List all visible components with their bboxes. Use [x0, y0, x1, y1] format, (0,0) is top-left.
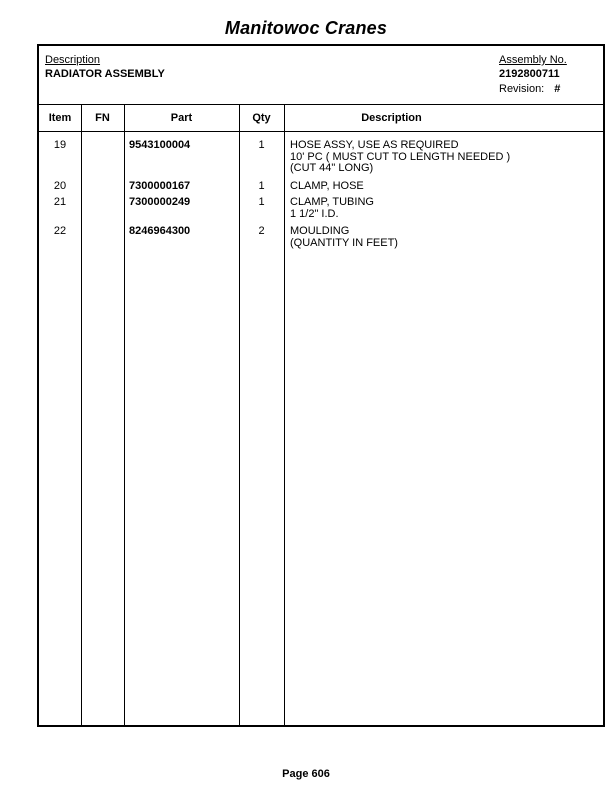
row-description-line: (QUANTITY IN FEET): [290, 236, 398, 249]
row-description-line: 10' PC ( MUST CUT TO LENGTH NEEDED ): [290, 150, 511, 163]
parts-table: [37, 44, 605, 727]
assembly-header: [39, 46, 603, 105]
row-item: 21: [53, 196, 67, 208]
row-quantity: 2: [258, 225, 265, 237]
row-part-number: 7300000167: [129, 180, 191, 192]
column-header-part: Part: [170, 112, 193, 124]
column-header-description: Description: [361, 112, 422, 124]
column-header-fn: FN: [95, 112, 110, 124]
row-description: [290, 226, 398, 249]
row-part-number: 7300000249: [129, 196, 191, 208]
revision: [499, 83, 560, 95]
row-description-line: CLAMP, TUBING: [290, 196, 374, 208]
row-item: 19: [53, 139, 67, 151]
column-header-qty: Qty: [252, 112, 271, 124]
row-part-number: 9543100004: [129, 139, 191, 151]
page-number: Page 606: [282, 768, 330, 780]
description-label: Description: [45, 54, 101, 66]
column-divider: [81, 104, 82, 725]
row-quantity: 1: [258, 196, 265, 208]
column-header-item: Item: [48, 112, 72, 124]
revision-label: Revision:: [499, 83, 545, 95]
row-description-line: (CUT 44" LONG): [290, 162, 374, 174]
row-description: [290, 140, 510, 175]
row-part-number: 8246964300: [129, 225, 191, 237]
column-divider: [284, 104, 285, 725]
row-item: 22: [53, 225, 67, 237]
row-quantity: 1: [258, 180, 265, 192]
row-description-line: MOULDING: [290, 225, 350, 237]
row-item: 20: [53, 180, 67, 192]
row-description-line: CLAMP, HOSE: [290, 180, 364, 192]
assembly-number: 2192800711: [499, 68, 560, 80]
page-title: Manitowoc Cranes: [224, 18, 388, 38]
revision-value: #: [554, 83, 561, 95]
row-description: [290, 197, 374, 220]
assembly-description: RADIATOR ASSEMBLY: [45, 68, 165, 80]
assembly-number-label: Assembly No.: [499, 54, 567, 66]
row-quantity: 1: [258, 139, 265, 151]
column-divider: [124, 104, 125, 725]
row-description-line: HOSE ASSY, USE AS REQUIRED: [290, 139, 459, 151]
row-description: [290, 181, 364, 193]
row-description-line: 1 1/2" I.D.: [290, 207, 339, 220]
